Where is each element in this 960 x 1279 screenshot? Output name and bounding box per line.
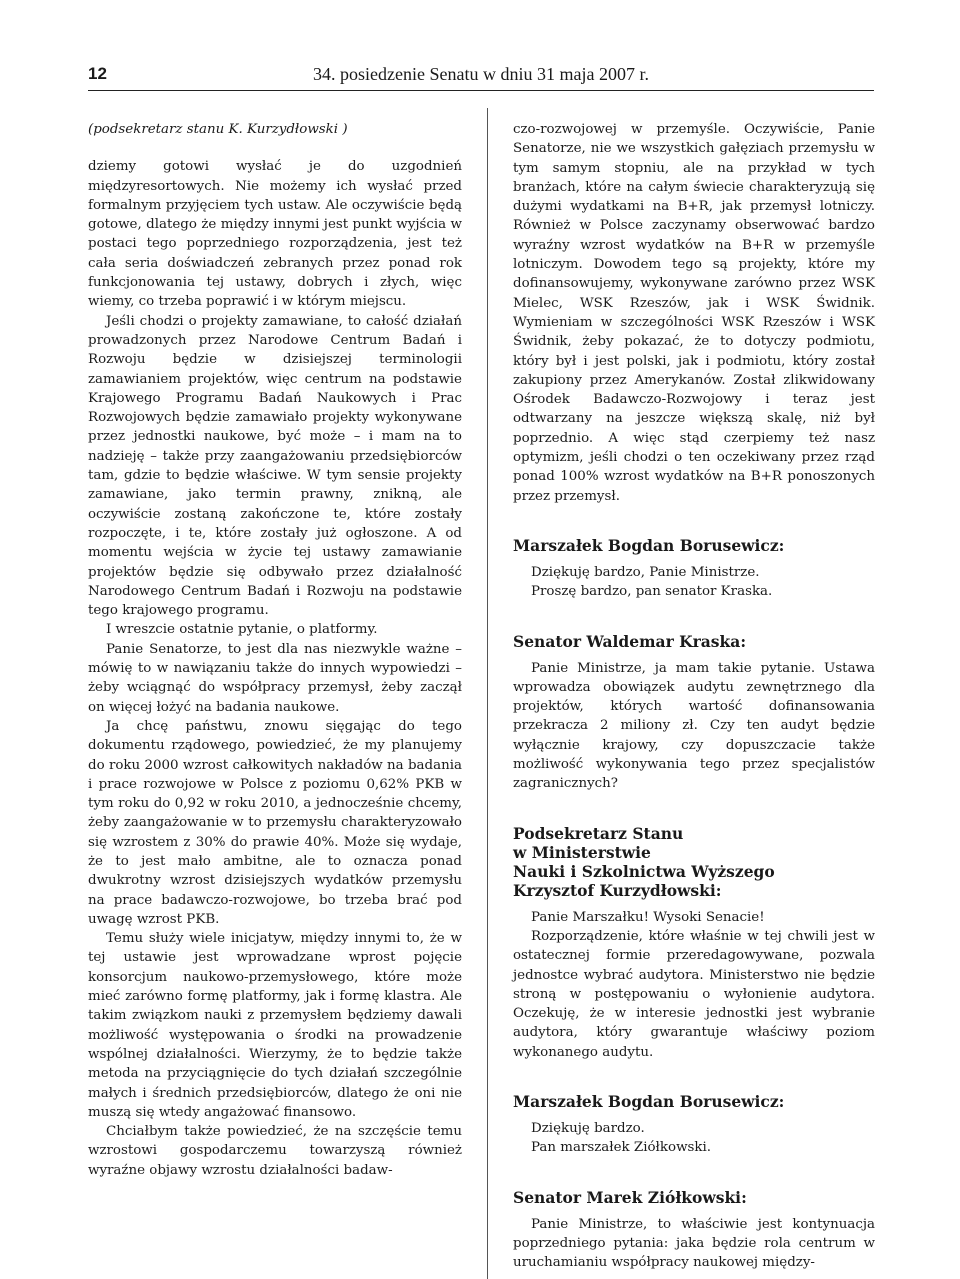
paragraph: Temu służy wiele inicjatyw, między innymi to, że w tej ustawie jest wprowadzane wprost pojęcie konsorcjum naukowo-przemysłowego, które może mieć zarówno formę platformy, jak i formę klastra. Ale takim związkom nauki z przemysłem będziemy dawali możliwość występowania o środki na prowadzenie wspólnej działalności. Wierzymy, że to będzie także metoda na przyciągnięcie do tych działań szczególnie małych i średnich przedsiębiorców, dlatego że oni nie muszą się wtedy angażować finansowo.	[88, 931, 462, 1120]
paragraph: dziemy gotowi wysłać je do uzgodnień międzyresortowych. Nie możemy ich wysłać przed formalnym przyjęciem tych ustaw. Ale oczywiście będą gotowe, dlatego że między innymi jest punkt wyjścia w postaci tego poprzedniego rozporządzenia, jest też cała seria doświadczeń zebranych przez ponad rok funkcjonowania tej ustawy, dobrych i złych, więc wiemy, co trzeba poprawić i w którym miejscu.	[88, 159, 462, 310]
speech-block	[513, 632, 875, 794]
paragraph: Panie Ministrze, ja mam takie pytanie. Ustawa wprowadza obowiązek audytu zewnętrznego dla projektów, których wartość dofinansowania przekracza 2 miliony zł. Czy ten audyt będzie wyłącznie krajowy, czy dopuszczacie także możliwość wykonywania tego przez specjalistów zagranicznych?	[513, 660, 875, 792]
speaker-name: Marszałek Bogdan Borusewicz:	[513, 535, 785, 555]
paragraph: Jeśli chodzi o projekty zamawiane, to całość działań prowadzonych przez Narodowe Centrum Badań i Rozwoju będzie w dzisiejszej terminologii zamawianiem projektów, więc centrum na podstawie Krajowego Programu Badań Naukowych i Prac Rozwojowych będzie zamawiało projekty wykonywane przez jednostki naukowe, być może – i mam na to nadzieję – także przy zaangażowaniu przedsiębiorców tam, gdzie to będzie właściwe. W tym sensie projekty zamawiane, jako termin prawny, znikną, ale oczywiście zostaną zakończone te, które zostały rozpoczęte, i te, które zostały już ogłoszone. A od momentu wejścia w życie tej ustawy zamawianie projektów będzie się odbywało przez działalność Narodowego Centrum Badań i Rozwoju na podstawie tego krajowego programu.	[88, 313, 462, 619]
speaker-name: Senator Waldemar Kraska:	[513, 631, 747, 651]
paragraph: Dziękuję bardzo.	[531, 1120, 645, 1136]
speaker-name: Krzysztof Kurzydłowski:	[513, 880, 722, 900]
paragraph: Chciałbym także powiedzieć, że na szczęście temu wzrostowi gospodarczemu towarzyszą również wyraźne objawy wzrostu działalności badaw-	[88, 1124, 462, 1178]
speaker-heading	[513, 824, 875, 900]
speech-block	[513, 1092, 875, 1158]
paragraph: Pan marszałek Ziółkowski.	[531, 1140, 712, 1156]
speaker-heading	[513, 632, 875, 651]
paragraph: Dziękuję bardzo, Panie Ministrze.	[531, 564, 760, 580]
speaker-name: Marszałek Bogdan Borusewicz:	[513, 1091, 785, 1111]
speech-block	[513, 824, 875, 1062]
running-title: 34. posiedzenie Senatu w dniu 31 maja 2007 r.	[313, 64, 649, 84]
left-column	[88, 120, 462, 1180]
page-number: 12	[88, 64, 107, 83]
page-header	[88, 62, 874, 91]
speech-block	[513, 1188, 875, 1273]
paragraph: Ja chcę państwu, znowu sięgając do tego dokumentu rządowego, powiedzieć, że my planujemy do roku 2000 wzrost całkowitych nakładów na badania i prace rozwojowe w Polsce z poziomu 0,62% PKB w tym roku do 0,92 w roku 2010, a jednocześnie chcemy, żeby zaangażowanie w to przemysłu charakteryzowało się wzrostem z 30% do prawie 40%. Może się wydaje, że to jest mało ambitne, ale to oznacza ponad dwukrotny wzrost dzisiejszych wydatków przemysłu na prace badawczo-rozwojowe, bo trzeba brać pod uwagę wzrost PKB.	[88, 718, 462, 927]
paragraph: Panie Senatorze, to jest dla nas niezwykle ważne – mówię to w nawiązaniu także do innych wypowiedzi – żeby wciągnąć do współpracy przemysł, żeby zaczął on więcej łożyć na badania naukowe.	[88, 641, 462, 715]
paragraph: czo-rozwojowej w przemyśle. Oczywiście, Panie Senatorze, nie we wszystkich gałęziach przemysłu w tym samym stopniu, ale na przykład w tych branżach, które na całym świecie charakteryzują się dużymi wydatkami na B+R, jak przemysł lotniczy. Również w Polsce zaczynamy obserwować bardzo wyraźny wzrost wydatków na B+R w przemyśle lotniczym. Dowodem tego są projekty, które my dofinansowujemy, wykonywane zarówno przez WSK Mielec, WSK Rzeszów, jak i WSK Świdnik. Wymieniam w szczególności WSK Rzeszów i WSK Świdnik, żeby pokazać, że to dotyczy podmiotu, który był i jest polski, jak i podmiotu, który został zakupiony przez Amerykanów. Został zlikwidowany Ośrodek Badawczo-Rozwojowy i teraz jest odtwarzany na jeszcze większą skalę, niż był poprzednio. A więc stąd czerpiemy też nasz optymizm, jeśli chodzi o ten oczekiwany przez rząd ponad 100% wzrost wydatków na B+R ponoszonych przez przemysł.	[513, 122, 875, 504]
paragraph: Panie Marszałku! Wysoki Senacie!	[531, 909, 765, 925]
speaker-tag: (podsekretarz stanu K. Kurzydłowski )	[88, 122, 348, 137]
speaker-heading	[513, 536, 875, 555]
paragraph: I wreszcie ostatnie pytanie, o platformy.	[106, 622, 378, 638]
speaker-heading	[513, 1188, 875, 1207]
paragraph: Rozporządzenie, które właśnie w tej chwili jest w ostatecznej formie przeredagowywane, pozwala jednostce wybrać audytora. Ministerstwo nie będzie stroną w postępowaniu o wyłonienie audytora. Oczekuję, że w interesie jednostki jest wybranie audytora, który gwarantuje właściwy poziom wykonanego audytu.	[513, 928, 875, 1060]
speaker-heading	[513, 1092, 875, 1111]
speaker-title-line: w Ministerstwie	[513, 842, 651, 862]
speaker-title-line: Podsekretarz Stanu	[513, 823, 684, 843]
speaker-title-line: Nauki i Szkolnictwa Wyższego	[513, 861, 775, 881]
paragraph: Panie Ministrze, to właściwie jest kontynuacja poprzedniego pytania: jaka będzie rola centrum w uruchamianiu współpracy naukowej między-	[513, 1216, 875, 1271]
paragraph: Proszę bardzo, pan senator Kraska.	[531, 584, 773, 600]
speaker-name: Senator Marek Ziółkowski:	[513, 1187, 747, 1207]
column-divider	[487, 108, 488, 1279]
speech-block	[513, 536, 875, 602]
right-column	[513, 120, 875, 1272]
